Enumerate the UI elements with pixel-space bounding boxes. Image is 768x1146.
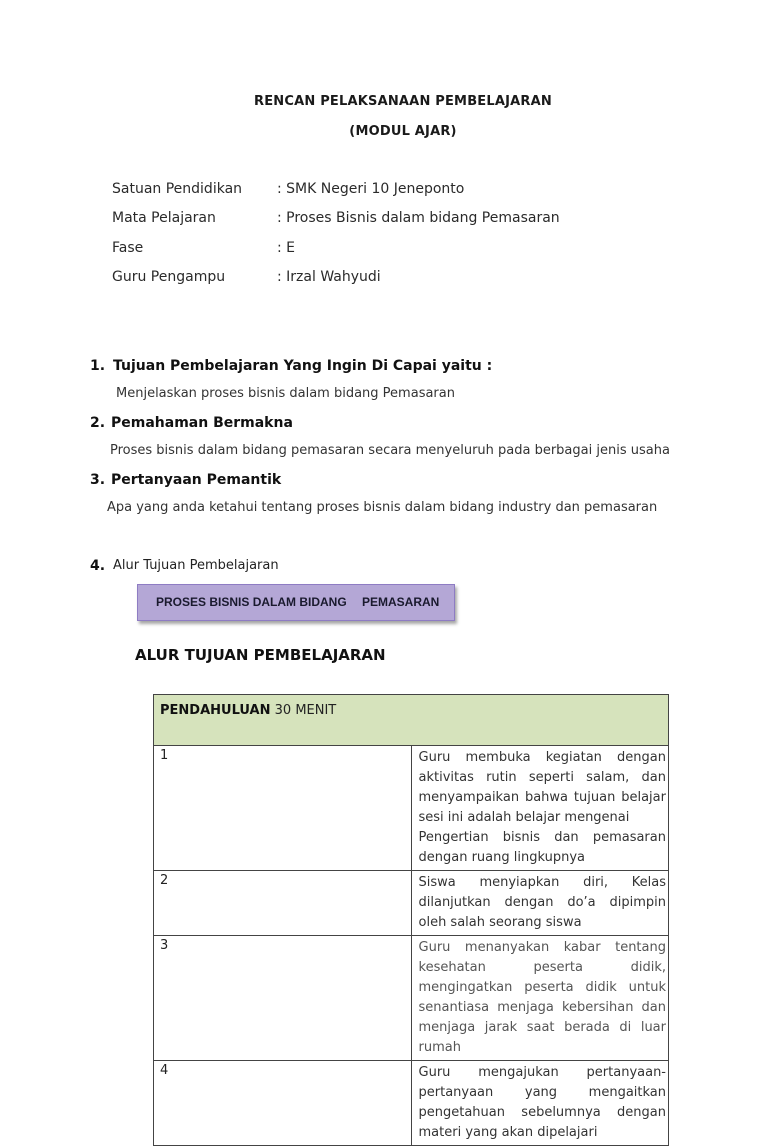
banner-text-part2: PEMASARAN <box>362 595 440 609</box>
info-label: Fase <box>112 240 144 256</box>
activity-table <box>153 694 669 1146</box>
row-text <box>411 1061 669 1146</box>
table-header-cell <box>154 695 669 746</box>
row-line: Pengertian bisnis dan pemasaran dengan ruang lingkupnya <box>418 830 666 865</box>
banner-text-part1: PROSES BISNIS DALAM BIDANG <box>156 595 347 609</box>
topic-banner <box>137 584 455 621</box>
row-line: Siswa menyiapkan diri, Kelas dilanjutkan dengan do’a dipimpin oleh salah seorang siswa <box>418 875 666 930</box>
row-number: 2 <box>154 871 412 936</box>
row-text <box>411 871 669 936</box>
info-label: Guru Pengampu <box>112 269 226 285</box>
alur-title: ALUR TUJUAN PEMBELAJARAN <box>135 646 386 664</box>
table-row <box>154 746 669 871</box>
section-body: Menjelaskan proses bisnis dalam bidang Pemasaran <box>116 386 455 401</box>
section-heading: Alur Tujuan Pembelajaran <box>113 558 279 573</box>
info-value: : Proses Bisnis dalam bidang Pemasaran <box>277 210 560 226</box>
row-line: Guru membuka kegiatan dengan aktivitas rutin seperti salam, dan menyampaikan bahwa tujuan belajar sesi ini adalah belajar mengenai <box>418 750 666 825</box>
table-row <box>154 871 669 936</box>
table-row <box>154 936 669 1061</box>
row-line: Guru menanyakan kabar tentang kesehatan peserta didik, mengingatkan peserta didik untuk senantiasa menjaga kebersihan dan menjaga jarak saat berada di luar rumah <box>418 940 666 1055</box>
document-subtitle: (MODUL AJAR) <box>349 124 457 139</box>
row-line: Guru mengajukan pertanyaan-pertanyaan yang mengaitkan pengetahuan sebelumnya dengan materi yang akan dipelajari <box>418 1065 666 1140</box>
section-heading: Pertanyaan Pemantik <box>111 472 282 488</box>
info-value: : E <box>277 240 296 256</box>
info-value: : SMK Negeri 10 Jeneponto <box>277 181 465 197</box>
row-number: 3 <box>154 936 412 1061</box>
section-number: 4. <box>90 558 106 574</box>
info-value: : Irzal Wahyudi <box>277 269 381 285</box>
phase-duration: 30 MENIT <box>274 703 337 718</box>
document-title: RENCAN PELAKSANAAN PEMBELAJARAN <box>254 94 552 109</box>
table-row <box>154 1061 669 1146</box>
section-body: Apa yang anda ketahui tentang proses bisnis dalam bidang industry dan pemasaran <box>107 500 658 515</box>
section-heading: Pemahaman Bermakna <box>111 415 293 431</box>
section-heading: Tujuan Pembelajaran Yang Ingin Di Capai yaitu : <box>113 358 493 374</box>
section-number: 3. <box>90 472 106 488</box>
row-number: 4 <box>154 1061 412 1146</box>
section-number: 1. <box>90 358 106 374</box>
info-label: Mata Pelajaran <box>112 210 216 226</box>
row-text <box>411 936 669 1061</box>
table-header-row <box>154 695 669 746</box>
row-text <box>411 746 669 871</box>
section-body: Proses bisnis dalam bidang pemasaran secara menyeluruh pada berbagai jenis usaha <box>110 443 670 458</box>
row-number: 1 <box>154 746 412 871</box>
phase-label: PENDAHULUAN <box>160 703 271 718</box>
info-label: Satuan Pendidikan <box>112 181 243 197</box>
section-number: 2. <box>90 415 106 431</box>
